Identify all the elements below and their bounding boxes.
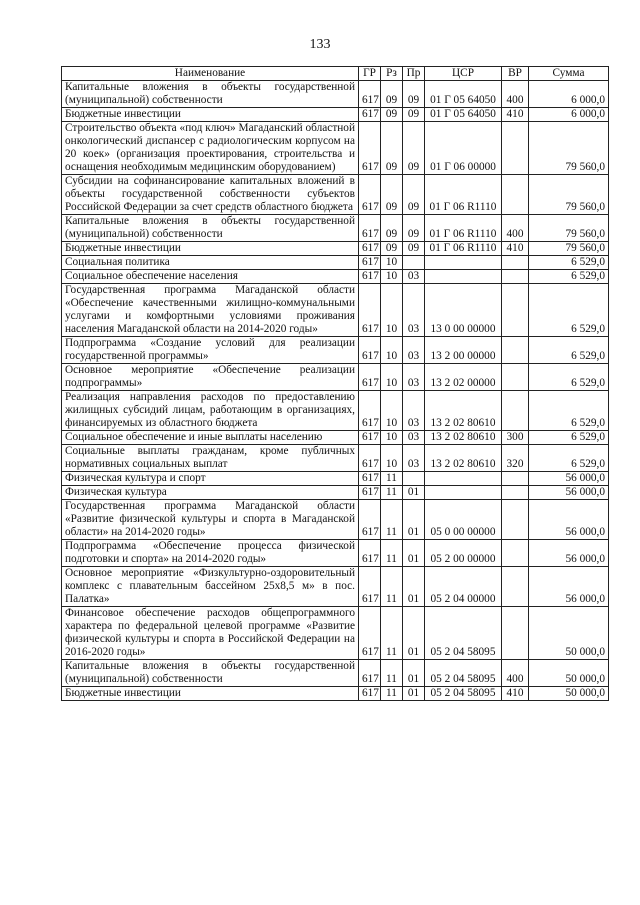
row-gr: 617 <box>359 284 381 337</box>
row-sum: 56 000,0 <box>529 472 609 486</box>
row-rz: 10 <box>381 256 403 270</box>
row-rz: 09 <box>381 108 403 122</box>
row-pr: 01 <box>403 660 425 687</box>
row-name: Основное мероприятие «Физкультурно-оздоровительный комплекс с плавательным бассейном 25х8,5 м» в пос. Палатка» <box>62 567 359 607</box>
row-pr: 01 <box>403 567 425 607</box>
row-sum: 6 529,0 <box>529 364 609 391</box>
row-name: Строительство объекта «под ключ» Магаданский областной онкологический диспансер с радиологическим корпусом на 20 коек» (организация проектирования, строительства и оснащения необходимым медицинским оборудованием) <box>62 122 359 175</box>
header-csr: ЦСР <box>425 67 502 81</box>
row-gr: 617 <box>359 567 381 607</box>
row-gr: 617 <box>359 486 381 500</box>
row-pr: 09 <box>403 215 425 242</box>
row-name: Государственная программа Магаданской области «Обеспечение качественными жилищно-коммунальными услугами и комфортными условиями проживания населения Магаданской области на 2014-2020 годы» <box>62 284 359 337</box>
row-csr: 05 2 04 00000 <box>425 567 502 607</box>
row-rz: 10 <box>381 445 403 472</box>
row-sum: 56 000,0 <box>529 500 609 540</box>
row-rz: 09 <box>381 175 403 215</box>
table-row <box>62 445 609 472</box>
row-pr: 03 <box>403 431 425 445</box>
row-name: Бюджетные инвестиции <box>62 108 359 122</box>
table-row <box>62 472 609 486</box>
row-vr <box>502 175 529 215</box>
row-pr: 03 <box>403 337 425 364</box>
row-rz: 09 <box>381 122 403 175</box>
row-sum: 50 000,0 <box>529 687 609 701</box>
table-row <box>62 215 609 242</box>
row-name: Реализация направления расходов по предоставлению жилищных субсидий лицам, работающим в организациях, финансируемых из областного бюджета <box>62 391 359 431</box>
row-sum: 79 560,0 <box>529 242 609 256</box>
row-sum: 6 529,0 <box>529 445 609 472</box>
row-rz: 11 <box>381 660 403 687</box>
row-rz: 11 <box>381 486 403 500</box>
row-sum: 6 529,0 <box>529 391 609 431</box>
table-row <box>62 337 609 364</box>
table-row <box>62 81 609 108</box>
row-sum: 50 000,0 <box>529 660 609 687</box>
row-csr: 13 2 00 00000 <box>425 337 502 364</box>
table-row <box>62 284 609 337</box>
row-sum: 56 000,0 <box>529 486 609 500</box>
row-sum: 56 000,0 <box>529 540 609 567</box>
row-rz: 11 <box>381 472 403 486</box>
row-sum: 79 560,0 <box>529 122 609 175</box>
row-sum: 6 000,0 <box>529 81 609 108</box>
row-sum: 79 560,0 <box>529 215 609 242</box>
row-pr: 03 <box>403 391 425 431</box>
row-vr <box>502 500 529 540</box>
table-row <box>62 391 609 431</box>
row-name: Капитальные вложения в объекты государственной (муниципальной) собственности <box>62 660 359 687</box>
table-row <box>62 242 609 256</box>
header-gr: ГР <box>359 67 381 81</box>
row-pr: 03 <box>403 445 425 472</box>
row-sum: 6 529,0 <box>529 270 609 284</box>
row-pr: 01 <box>403 486 425 500</box>
row-name: Основное мероприятие «Обеспечение реализации подпрограммы» <box>62 364 359 391</box>
row-vr <box>502 122 529 175</box>
row-csr <box>425 270 502 284</box>
row-vr <box>502 364 529 391</box>
row-name: Социальные выплаты гражданам, кроме публичных нормативных социальных выплат <box>62 445 359 472</box>
row-name: Капитальные вложения в объекты государственной (муниципальной) собственности <box>62 81 359 108</box>
row-csr: 05 2 04 58095 <box>425 607 502 660</box>
row-vr <box>502 567 529 607</box>
row-vr: 300 <box>502 431 529 445</box>
row-gr: 617 <box>359 687 381 701</box>
row-name: Бюджетные инвестиции <box>62 242 359 256</box>
row-gr: 617 <box>359 607 381 660</box>
row-vr <box>502 337 529 364</box>
row-gr: 617 <box>359 175 381 215</box>
row-pr: 09 <box>403 242 425 256</box>
row-name: Финансовое обеспечение расходов общепрограммного характера по федеральной целевой программе «Развитие физической культуры и спорта в Российской Федерации на 2016-2020 годы» <box>62 607 359 660</box>
header-name: Наименование <box>62 67 359 81</box>
table-row <box>62 431 609 445</box>
row-name: Социальное обеспечение населения <box>62 270 359 284</box>
row-gr: 617 <box>359 215 381 242</box>
row-vr <box>502 391 529 431</box>
row-csr: 13 2 02 80610 <box>425 431 502 445</box>
row-sum: 79 560,0 <box>529 175 609 215</box>
row-pr: 09 <box>403 122 425 175</box>
row-pr: 03 <box>403 364 425 391</box>
table-header-row <box>62 67 609 81</box>
row-name: Подпрограмма «Создание условий для реализации государственной программы» <box>62 337 359 364</box>
row-name: Государственная программа Магаданской области «Развитие физической культуры и спорта в Магаданской области» на 2014-2020 годы» <box>62 500 359 540</box>
table-row <box>62 607 609 660</box>
row-name: Социальная политика <box>62 256 359 270</box>
row-pr: 03 <box>403 270 425 284</box>
row-pr <box>403 472 425 486</box>
row-sum: 6 529,0 <box>529 284 609 337</box>
row-pr <box>403 256 425 270</box>
row-vr: 400 <box>502 81 529 108</box>
header-sum: Сумма <box>529 67 609 81</box>
row-csr: 13 2 02 80610 <box>425 445 502 472</box>
row-rz: 11 <box>381 607 403 660</box>
budget-table <box>61 66 609 701</box>
table-row <box>62 567 609 607</box>
row-vr <box>502 256 529 270</box>
row-pr: 09 <box>403 108 425 122</box>
row-gr: 617 <box>359 660 381 687</box>
row-name: Капитальные вложения в объекты государственной (муниципальной) собственности <box>62 215 359 242</box>
row-vr <box>502 270 529 284</box>
row-gr: 617 <box>359 540 381 567</box>
row-rz: 11 <box>381 500 403 540</box>
header-pr: Пр <box>403 67 425 81</box>
table-row <box>62 270 609 284</box>
table-row <box>62 175 609 215</box>
row-rz: 09 <box>381 215 403 242</box>
row-vr <box>502 472 529 486</box>
row-name: Подпрограмма «Обеспечение процесса физической подготовки и спорта» на 2014-2020 годы» <box>62 540 359 567</box>
row-rz: 11 <box>381 567 403 607</box>
row-csr <box>425 486 502 500</box>
row-vr: 410 <box>502 242 529 256</box>
row-rz: 10 <box>381 391 403 431</box>
row-csr: 01 Г 06 R1110 <box>425 175 502 215</box>
row-pr: 09 <box>403 81 425 108</box>
row-vr <box>502 284 529 337</box>
page-number: 133 <box>309 37 331 52</box>
header-vr: ВР <box>502 67 529 81</box>
header-rz: Рз <box>381 67 403 81</box>
row-rz: 10 <box>381 270 403 284</box>
row-vr: 410 <box>502 108 529 122</box>
row-rz: 10 <box>381 337 403 364</box>
row-sum: 6 000,0 <box>529 108 609 122</box>
row-gr: 617 <box>359 500 381 540</box>
row-gr: 617 <box>359 256 381 270</box>
row-pr: 09 <box>403 175 425 215</box>
row-sum: 50 000,0 <box>529 607 609 660</box>
row-csr: 13 2 02 00000 <box>425 364 502 391</box>
row-csr: 13 2 02 80610 <box>425 391 502 431</box>
row-name: Физическая культура <box>62 486 359 500</box>
row-vr <box>502 540 529 567</box>
row-name: Бюджетные инвестиции <box>62 687 359 701</box>
row-vr: 320 <box>502 445 529 472</box>
row-gr: 617 <box>359 431 381 445</box>
row-rz: 10 <box>381 364 403 391</box>
row-csr: 05 2 00 00000 <box>425 540 502 567</box>
row-name: Субсидии на софинансирование капитальных вложений в объекты государственной собственности субъектов Российской Федерации за счет средств областного бюджета <box>62 175 359 215</box>
table-row <box>62 256 609 270</box>
row-pr: 01 <box>403 687 425 701</box>
row-rz: 10 <box>381 431 403 445</box>
table-row <box>62 500 609 540</box>
row-gr: 617 <box>359 122 381 175</box>
row-pr: 01 <box>403 607 425 660</box>
table-row <box>62 540 609 567</box>
row-csr: 01 Г 06 R1110 <box>425 215 502 242</box>
table-row <box>62 687 609 701</box>
table-row <box>62 660 609 687</box>
row-csr <box>425 256 502 270</box>
table-row <box>62 486 609 500</box>
row-rz: 10 <box>381 284 403 337</box>
row-csr: 01 Г 06 R1110 <box>425 242 502 256</box>
row-vr: 400 <box>502 660 529 687</box>
table-row <box>62 364 609 391</box>
row-pr: 03 <box>403 284 425 337</box>
row-csr: 01 Г 05 64050 <box>425 81 502 108</box>
table-row <box>62 108 609 122</box>
row-rz: 09 <box>381 81 403 108</box>
row-sum: 6 529,0 <box>529 256 609 270</box>
row-sum: 6 529,0 <box>529 431 609 445</box>
row-gr: 617 <box>359 270 381 284</box>
row-gr: 617 <box>359 391 381 431</box>
row-gr: 617 <box>359 108 381 122</box>
row-gr: 617 <box>359 242 381 256</box>
row-vr <box>502 607 529 660</box>
row-rz: 09 <box>381 242 403 256</box>
row-sum: 56 000,0 <box>529 567 609 607</box>
row-csr: 01 Г 06 00000 <box>425 122 502 175</box>
row-csr: 13 0 00 00000 <box>425 284 502 337</box>
row-pr: 01 <box>403 540 425 567</box>
row-vr: 400 <box>502 215 529 242</box>
row-gr: 617 <box>359 337 381 364</box>
row-csr <box>425 472 502 486</box>
row-rz: 11 <box>381 540 403 567</box>
row-name: Физическая культура и спорт <box>62 472 359 486</box>
row-csr: 05 2 04 58095 <box>425 660 502 687</box>
row-gr: 617 <box>359 81 381 108</box>
row-pr: 01 <box>403 500 425 540</box>
row-gr: 617 <box>359 364 381 391</box>
row-csr: 05 0 00 00000 <box>425 500 502 540</box>
row-vr <box>502 486 529 500</box>
row-name: Социальное обеспечение и иные выплаты населению <box>62 431 359 445</box>
table-row <box>62 122 609 175</box>
row-gr: 617 <box>359 445 381 472</box>
row-rz: 11 <box>381 687 403 701</box>
row-vr: 410 <box>502 687 529 701</box>
row-gr: 617 <box>359 472 381 486</box>
row-csr: 01 Г 05 64050 <box>425 108 502 122</box>
row-csr: 05 2 04 58095 <box>425 687 502 701</box>
row-sum: 6 529,0 <box>529 337 609 364</box>
